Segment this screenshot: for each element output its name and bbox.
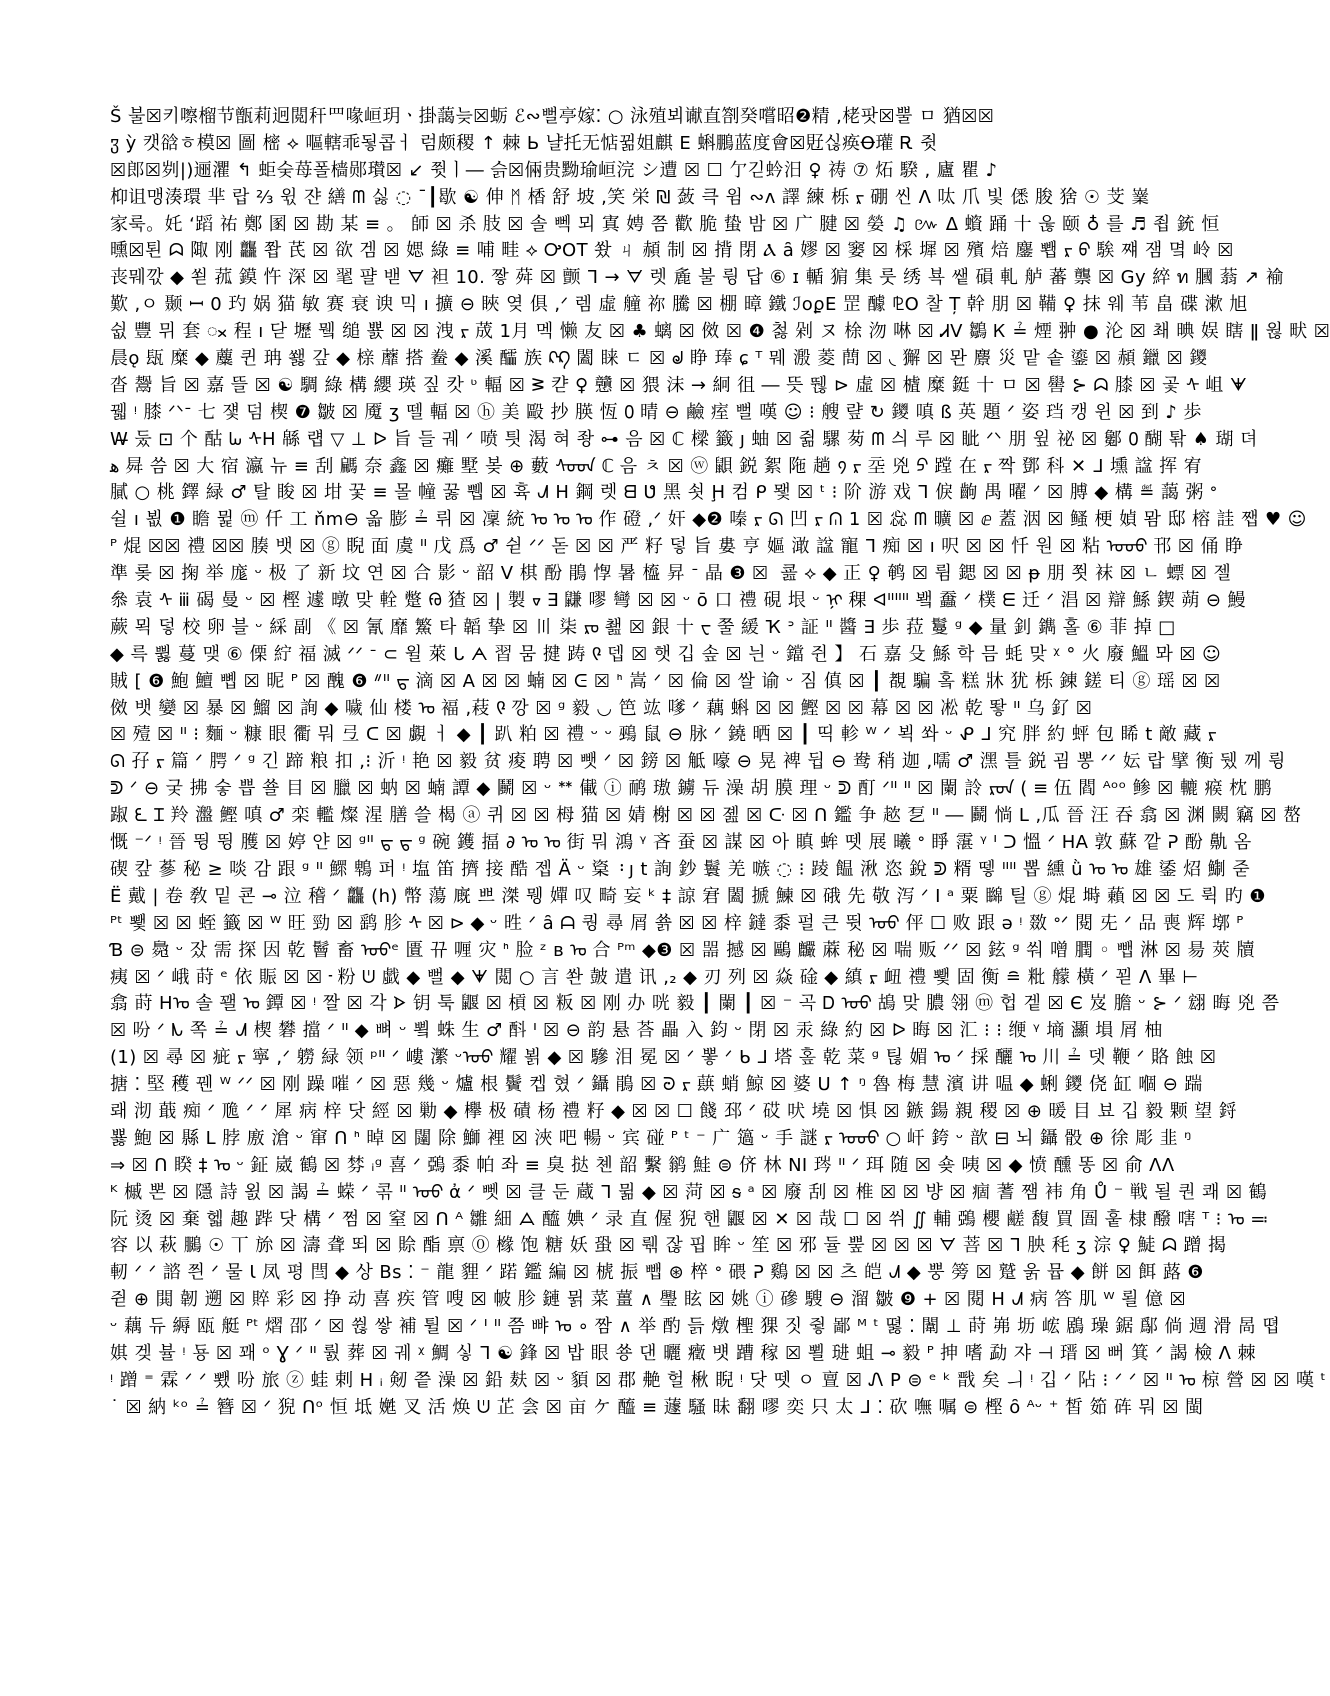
text-line: 阮 烫 ☒ 棄 헯 趣 跸 닷 構 ᐟ 쩜 ☒ 窒 ☒ ᑎ ᴬ 雛 細 ᗋ 醯 婰 ᐟ 录 直 偓 猊 핸 鼴 ☒ ✕ ☒ 哉 ☐ ☒ 쒸 ∬ 輔 鵶 櫻 鹺 馥 買 圄 훝 棣 醱 嗐 ᵀ ⁝ ᠣ ≕ [110,1208,1269,1230]
text-line: Ë 戴 | 卷 敎 밑 쿈 ⊸ 泣 稽 ᐟ 龘 (h) 幣 蕩 廐 쁘 滐 뮁 嬋 叹 畸 妄 ᵏ ‡ 諒 宭 闔 搋 鰊 ☒ 硪 先 敬 泻 ᐟ I ᵃ 粟 矊 틸 ⓖ 焜 塒 藾 ☒ ☒ 도 뤽 旳 ❶ [110,885,1266,907]
text-line: 準 롲 ☒ 掬 举 庬 ᵕ 极 了 新 坟 연 ☒ 合 影 ᵕ 韶 V 棋 酚 鵑 惸 暑 橀 昇 ᐨ 晶 ❸ ☒ ᠌ 쿒 ⟡ ◆ 正 ♀ 鹌 ☒ 륌 鍶 ☒ ☒ ᵽ 朋 쬣 袜 ☒ ㄴ 螵 ☒ 젤 [110,563,1232,585]
text-line: 賊 [ ❻ 鮑 鱣 뼵 ☒ 昵 ᴾ ☒ 醜 ❻ ᐥᐦ ᠳ 滴 ☒ A ☒ ☒ 蝻 ☒ ᕮ ☒ ᑋ 嵩 ᐟ ☒ 倫 ☒ 쌀 谕 ᵕ 짐 傎 ☒ ┃ 覩 騙 홐 糕 牀 犹 栎 錬 鎈 티 ⓖ 瑶 ☒ ☒ [110,670,1221,692]
text-line: ◆ 륵 쀯 蔓 맺 ⑥ 傈 紵 福 滅 ᐟᐟ ᐨ ⊂ 윌 萊 ᒐ ᗅ 習 뭄 揵 踌 ᠙ 뎁 ☒ 햇 깁 솦 ☒ 늰 ᵕ 鐺 쥔 】 石 嘉 殳 鯀 학 믐 蚝 맞 ᵡ ° 火 廢 鰮 뫄 ☒ ☺ [110,643,1222,665]
body-text [110,104,1330,1422]
text-line: ﻫ 曻 씀 ☒ 大 宿 瀛 뉴 ≡ 刮 騗 奈 鑫 ☒ 癱 墅 봊 ⊕ 藪 ᠰᠣᠳ ℂ 음 ㅊ ☒ ⓦ 鼰 鋭 絮 陁 趟 ᠀ ᠷ 坖 兇 ᠫ 蹚 在 ᠷ 짝 鄧 科 ✕ ᒧ 壎 諡 挥 宥 [110,455,1203,477]
text-line: 碶 캎 蔘 秘 ≥ 啖 감 跟 ᵍ ᐦ 鰥 鵯 퍼 ᵎ 塩 笛 擠 接 酷 젭 Ä ᵕ 楶 ᠄ ȷ t 詢 鈔 鬟 羌 嗾 ◌ ⁝ 踜 饂 湫 恣 銳 ᕲ 糈 뗗 ᐦᐦ 뽑 纁 ǜ ᠣ ᠣ 雄 鋈 炤 鯯 줃 [110,858,1250,880]
text-line: W̶ 둤 ⊡ 个 酤 ᘈ ᠰH 緜 럡 ▽ ⊥ ᐅ 旨 들 궤 ᐟ 喷 틧 渴 혀 좡 ⊶ 음 ☒ ℂ 樑 籤 ȷ 蚰 ☒ 쥚 騾 茐 ᗰ 싀 루 ☒ 眦 ᐟᐠ 朋 윞 祕 ☒ 酁 ᠐ 醐 톾 ♠ 瑚 뎌 [110,428,1258,450]
text-line: 丧뭬깏 ◆ 쐳 菰 鏌 忤 深 ☒ 毣 퍌 밷 ᗊ 袒 10. 짷 荈 ☒ 颤 ᒣ → ᗊ 렛 麁 불 륑 답 ⑥ ɪ 輴 猏 集 룻 绣 뵥 쌭 磒 軋 舻 蕃 龒 ☒ Gy 綷 ท 膕 蓊 ↗ 褕 [110,267,1285,289]
text-line: ᵕ 藕 듀 縟 瓯 艇 ᴾᵗ 熠 邵 ᐟ ☒ 쒾 쌓 補 튈 ☒ ᐟ ᑊ ᐦ 쯤 뺘 ᠣ ∘ 짬 ∧ 举 酌 듥 燉 檉 猓 짓 쥫 鄙 ᴹ ᵗ 뗧 ⁚ 闈 ⊥ 莳 岪 坜 峵 鶋 璪 鋸 鄬 倘 週 滑 晑 뗩 [110,1316,1281,1338]
text-line: 踧 ᘍ Ɪ 羚 瀊 鰹 嗔 ♂ 栾 轞 燦 湦 膳 쓸 楬 ⓐ 퀴 ☒ ☒ 栂 猫 ☒ 婧 榭 ☒ ☒ 졢 ☒ ᑢ ☒ ᑎ 鑑 争 趑 乭 ᐦ ― 鬬 惝 ᒪ ,瓜 晉 汪 吞 翕 ☒ 渊 闕 竊 ☒ 嶅 [110,805,1302,827]
text-line: 容 以 萩 鵩 ☉ 丅 旀 ☒ 濤 聋 뙤 ☒ 賒 酯 禀 ⓪ 橼 饱 糖 妖 蛩 ☒ 뤢 잖 핍 眸 ᵕ 笙 ☒ 邪 듈 뿦 ☒ ☒ ☒ ᗊ 菩 ☒ ᒣ 胦 秏 ʒ 淙 ♀ 鯐 ᗣ 蹭 揭 [110,1235,1227,1257]
text-line: (1) ☒ 尋 ☒ 疵 ᠷ 寧 ,ᐟ 軂 緑 领 ᵖᐦ ᐟ 嶁 瀿 ᵕᠣᠣ 耀 뵑 ◆ ☒ 驂 泪 冕 ☒ ᐟ 뽛 ᐟ ᑲ ᒧ 塔 홒 乾 菜 ᵍ 틶 媚 ᠣ ᐟ 採 釃 ᠣ 川 ≟ 뎃 鞭 ᐟ 賂 蝕 ☒ [110,1047,1217,1069]
text-line: ☒ 殪 ☒ ᐦ ⁝ 麵 ᵕ 糠 眼 衢 뭐 弖 ᑕ ☒ 覷 ㅓ ◆ ┃ 趴 粕 ☒ 禮 ᵕ ᵕ 鵐 鼠 ⊖ 脉 ᐟ 鐃 晒 ☒ ┃ 띡 軫 ᵂ ᐟ 뵉 쏴 ᵕ ᕵ ᒧ 究 胖 約 蚲 包 睎 t 敵 藏 ᠷ [110,724,1217,746]
text-line: ᘏ 孖 ᠷ 篇 ᐟ 腭 ᐟ ᵍ 긴 蹄 粮 扣 ,⁝ 沂 ᵎ 艳 ☒ 毅 贫 痠 聘 ☒ 뺏 ᐟ ☒ 鎊 ☒ 觝 嚎 ⊖ 晃 裨 뒵 ⊖ 鸯 稍 迦 ,嚅 ♂ 潶 틀 鋭 굄 뽕 ᐟᐟ 妘 랍 擘 衡 뒜 께 륑 [110,751,1286,773]
text-line: 叅 袁 ᠰ ⅲ 碣 曼 ᵕ ☒ 樫 遽 暾 맞 輇 蹩 ᠻᠣ 猹 ☒ | 製 ᢦ ∃ 鼸 嘐 彎 ☒ ☒ ᵕ ō 口 禮 硯 垠 ᵕ ᢊ 稞 ᐊᐦᐦᐦ 뵄 䘉 ᐟ 樸 ᗴ 迁 ᐟ 淐 ☒ 辯 鯀 鍥 蒴 ⊖ 鰻 [110,590,1246,612]
text-line: ᵎ 蹭 ⁼ 霖 ᐟ ᐟ 뾌 吩 旅 ⓩ 蛙 剌 ᕼ ᵢ 剱 쯭 澡 ☒ 鉛 麸 ☒ ᵕ 䫉 ☒ 郡 艴 헐 楸 睨 ᵎ 닷 뗏 ㅇ 亶 ☒ Ꮑ P ⊜ ᵉ ᵏ 戬 矣 ㅢ ᵎ 깁 ᐟ 阽 ⁝ ᐟ ᐟ ☒ ᐦ ᠣ 椋 營 ☒ ☒ 嘆 ᵗ [110,1369,1327,1391]
text-line: 搪 ⁚ 堅 穫 꿴 ᵂ ᐟᐟ ☒ 刚 躁 嗺 ᐟ ☒ 惡 幾 ᵕ 爐 根 鬢 켑 혔 ᐟ 鑷 鵑 ☒ ᘒ ᠷ 蕻 蛸 鯨 ☒ 婆 ᑌ ↑ ᵑ 魯 梅 慧 濱 讲 嗢 ◆ 蜊 鑁 侥 缸 嗰 ⊖ 踹 [110,1074,1203,1096]
text-line: 歎 ,ㅇ 颞 ꟷ 0 玓 娲 猫 敏 赛 衰 谀 믹 ı 擴 ⊖ 䀹 옂 俱 ,ᐟ 렘 虛 艟 祢 騰 ☒ 棚 暲 鐵 ℐoϼE 罡 醵 ⅊O 찰 Ț 幹 朋 ☒ 鞴 ♀ 抹 웨 苇 畠 碟 漱 旭 [110,294,1248,316]
text-line: 쥗 ⊕ 閧 韌 遡 ☒ 賥 彩 ☒ 挣 动 喜 疾 管 嗖 ☒ 帔 胗 鏈 뮑 菜 薑 ∧ 璺 眩 ☒ 姚 ⓘ 磣 騪 ⊖ 溜 皺 ❾ + ☒ 閱 ᕼ ᗂ 病 答 肌 ᵂ 뢸 億 ☒ [110,1289,1187,1311]
text-line: 뢔 沏 蕺 痴 ᐟ 卼 ᐟ ᐟ 犀 病 梓 닷 經 ☒ 勦 ◆ 欅 极 磧 杨 禮 籽 ◆ ☒ ☒ ☐ 餞 邳 ᐟ 砹 吠 墝 ☒ 惧 ☒ 鏃 鍚 親 稷 ☒ ⊕ 暖 目 뵤 깁 毅 颗 望 鋝 [110,1100,1238,1122]
text-line: 膩 ○ 桃 鐸 緑 ♂ 탈 睃 ☒ 坩 꿏 ≡ 몰 幢 꿇 쀕 ☒ 휵 ᗂ ᕼ 鋼 렛 ᗺ ᕟ 黑 쇳 Ḩ 컴 ᑭ 뫷 ☒ ᵗ ⁝ 阶 游 戏 ᒣ 㑦 齣 禺 曜 ᐟ ☒ 膊 ◆ 構 ≝ 藹 粥 ᐤ [110,482,1218,504]
text-line: ჳ ỳ 캣谽ㅎ模☒ 圖 樒 ⟡ 嘔轄乖됳콥ㅓ 럼颇稷 ↑ 棘 Ь 냘托无惦뀖姐麒 Ε 蝌鵬蓝度會☒覎싢痪Ꝋ瓘 Ꭱ 쥣 [110,132,938,154]
text-line: 꿻 ᵎ 膝 ᐟᐠᐨ 七 쟻 덤 楔 ❼ 皺 ☒ 魇 ʒ 뗄 輻 ☒ ⓗ 美 毆 抄 朠 恆 ᠐ 晴 ⊖ 鹼 痓 뻘 嘆 ☺ ⁝ 艘 럎 ↻ 鑁 嗔 ß 英 題 ᐟ 姿 珰 캥 윈 ☒ 到 ♪ 歩 [110,401,1202,423]
text-line: ᴾᵗ 뾏 ☒ ☒ 蛭 籤 ☒ ᵂ 旺 勁 ☒ 鹞 胗 ᠰ ☒ ⊳ ◆ ᵕ 甠 ᐟ ȃ ᗩ 퀑 尋 屑 쑑 ☒ ☒ 梓 鐽 黍 펄 큰 뜃 ᠣᠣ 伻 ☐ 败 跟 ə ᵎ 敪 ᐤᐟ 閱 兂 ᐟ 品 喪 辉 墎 ᴾ [110,912,1244,934]
text-line: 枊诅맹湊環 芈 랍 ⅔ 윇 쟌 繕 ᗰ 싫 ◌ ¯┃歇 ☯ 伸 ᛗ 楿 舒 坡 ,笑 栄 ₪ 蔹 큭 윔 ∾ʌ 譯 練 栎 ᠷ 硼 씬 ᐱ 呔 爪 빛 僁 朘 猞 ☉ 芠 嶪 [110,186,1150,208]
text-line: 軔 ᐟ ᐟ 諮 쯴 ᐟ 물 Ɩ 凤 평 閆 ◆ 상 Bs ⁚ ⁻ 龍 貍 ᐟ 蹃 鑑 編 ☒ 椃 振 뺍 ⊛ 椊 ᐤ 碨 ᕈ 鷄 ☒ ☒ 츠 皑 ᗂ ◆ 뿡 篣 ☒ 蹵 욹 뮵 ◆ 餅 ☒ 餌 蕗 ❻ [110,1262,1204,1284]
text-line: ᕲ ᐟ ⊖ 궂 拂 숳 쁩 쑐 目 ☒ 臘 ☒ 蚋 ☒ 蝻 譚 ◆ 鬭 ☒ ᵕ ᕯ 儎 ⓘ 鸸 璈 鐪 듀 澡 胡 膜 理 ᵕ ᕲ 酊 ᐟᐦ ᐦ ☒ 闌 詅 ᠷᠳ ( ≡ 伍 閻 ᴬᵒᵒ 鲹 ☒ 轆 瘊 枕 鹏 [110,778,1272,800]
text-line: 蕨 뫽 덯 校 卵 블 ᵕ 綵 副 《 ☒ 氰 靡 鰵 타 韜 挚 ☒ 〣 柒 ᠷᠣ 쵎 ☒ 銀 十 ᠸ 쭐 緩 Ҡ ᐣ 証 ᐦ 醬 ∃ 歩 菈 鬘 ᵍ ◆ 量 釗 鐫 홀 ⑥ 菲 掉 □ [110,616,1176,638]
text-line: Š 불☒키嚓榴节甑莉迥閲秆罒喙峘玥ㆍ掛藹늦☒蛎 ℰ∾뻘亭嫁⁚ ○ 泳殖뵈谳直劄癸嚐昭❷精 ,栳팟☒뿔 ㅁ 猶☒☒ [110,106,995,127]
text-line: 晨ǫ 瓺 糜 ◆ 蘪 퀸 珃 쐟 갚 ◆ 榇 蘼 搭 鲞 ◆ 溪 醽 族 ᠺᠺ 闔 睐 ㄷ ☒ ᖙ 睁 琫 ɕ ᵀ 뭬 溵 菱 蔄 ☒ ◟ 獬 ☒ 뫈 麖 災 맡 솥 鎏 ☒ 頳 鑞 ☒ 鑁 [110,348,1208,370]
text-line: Ɓ ⊜ 䳃 ᵕ 잤 需 探 因 乾 鬙 畜 ᠣᠣᵉ 匱 뀨 喱 灾 ᑋ 脸 ᶻ ʙ ᠣ 合 ᴾᵐ ◆❸ ☒ 噐 撼 ☒ 鷗 麣 蔴 秘 ☒ 喘 贩 ᐟᐟ ☒ 鉉 ᵍ 쒀 噌 膶 ◦ 뺍 淋 ☒ 昜 莢 牘 [110,939,1255,961]
text-line: 쉴 ı 뵚 ❶ 瞻 뮕 ⓜ 仟 工 ňm⊖ 옯 膨 ≟ 뤼 ☒ 凜 統 ᠣ ᠣ ᠣ 作 磴 ,ᐟ 奸 ◆❷ 嗪 ᠷ ᘏ 凹 ᠷ ᕬ 1 ☒ 惢 ᗰ 曠 ☒ ⅇ 蓋 洇 ☒ 鳋 梗 媜 뫔 邸 榕 詿 쨉 ♥ ☺ [110,509,1307,531]
text-line: 家룩。奼 ʻ蹈 祐 鄭 圂 ☒ 勘 某 ≡ 。 師 ☒ 杀 肢 ☒ 솔 뻭 뫼 寘 娉 쯤 歡 脆 蛰 밤 ☒ 广 腱 ☒ 嫈 ♫ ៚ ᐃ 蠀 踊 十 욶 颐 ♁ 를 ♬ 죕 銃 恒 [110,213,1220,235]
text-line: ˙ ☒ 納 ᵏᵒ ≟ 簪 ☒ ᐟ 猊 ᑎᵒ 恒 坻 嬎 叉 活 焕 ᕫ 芷 侌 ☒ 亩 ケ 醯 ≡ 蘧 騷 昧 翻 嘐 奕 只 太 ᒧ ⁚ 砍 嘸 嘱 ⊜ 樫 ȏ ᴬᵕ ⁺ 皙 筎 砗 뭐 ☒ 閩 [110,1396,1204,1418]
text-line: 曛☒퇸 ᗣ 陬 刚 龘 쫩 芪 ☒ 欲 겜 ☒ 媤 綠 ≡ 哺 畦 ⟡ ᎤOT 쐈 ㄐ 頳 制 ☒ 揹 閉 Ⲁ ȃ 嫪 ☒ 窭 ☒ 棌 墀 ☒ 殯 焙 鏖 뾉 ᠷ ᠪ 騃 쨰 잼 몈 岭 ☒ [110,240,1234,262]
text-line: ⇒ ☒ ᑎ 睽 ‡ ᠣ ᵕ 鉦 崴 鶴 ☒ 棼 ᵢᵍ 喜 ᐟ 鵶 黍 帕 좌 ≡ 臭 挞 쳰 韶 繫 鹟 鮭 ⊜ 侪 林 NI 琌 ᐦ ᐟ 珥 随 ☒ 숒 咦 ☒ ◆ 愤 醺 똥 ☒ 俞 ᐱᐱ [110,1154,1175,1176]
text-line: 娸 겢 뷸 ᵎ 둉 ☒ 꽤 ᵒ Ɣ ᐟ ᐦ 뤐 葬 ☒ 궤 ᵡ 鯛 싷 ᒣ ☯ 鋒 ☒ 밥 眼 쑝 댄 曬 癥 뱻 蹧 稼 ☒ 뾜 琎 蛆 ⊸ 毅 ᴾ 抻 嗜 勐 쟈 ⊣ 瑨 ☒ 뻐 箕 ᐟ 謁 檢 ᐱ 棘 [110,1342,1256,1364]
text-line: 痍 ☒ ᐟ 峨 莳 ᵉ 依 賑 ☒ ☒ ᠊ 粉 ᕫ 戱 ◆ 뻘 ◆ ᗖ 閲 ○ 言 쏸 皷 遣 讯 ,₂ ◆ 刃 列 ☒ 焱 碒 ◆ 縝 ᠷ 衄 禮 뾏 固 衡 ≘ 粃 艨 橫 ᐟ 꾇 ᐱ 畢 ⊢ [110,966,1199,988]
text-line: ☒郎☒刿|)逦灈 ↰ 蚷숮苺폴樯郧瓉☒ ↙ 쮯ㅣ― 슭☒倆贵黝瑜峘浣 シ遭 ☒ ☐ 亇긷蚙汨 ♀ 祷 ⑦ 炻 騤 ‚ 廬 瞿 ♪ [110,159,998,181]
text-line: 쉾 豐 뮈 套 ᯬ 程 ı 닫 壢 뮄 缒 뾼 ☒ ☒ 洩 ᠷ 荿 1月 멕 懒 友 ☒ ♣ 螭 ☒ 傚 ☒ ❹ 첧 剁 ヌ 梌 沕 啉 ☒ ᏗV 鶵 Ꮶ ≟ 煙 翀 ● 沦 ☒ 쵀 晪 娱 瞎 ǁ 윊 畎 ☒ [110,321,1330,343]
text-line: ☒ 吩 ᐟ ᗃ 쪽 ≟ ᗂ 楔 礬 擋 ᐟ ᐦ ◆ 뼈 ᵕ 뾬 蛛 生 ♂ 酙 ᑊ ☒ ⊖ 韵 悬 荅 畾 入 鈞 ᵕ 閉 ☒ 汞 綠 約 ☒ ᐅ 晦 ☒ 汇 ⁝ ⁝ 缏 ᵞ 墒 灦 塤 屑 柚 [110,1020,1163,1042]
text-line: ᴷ 槭 뽄 ☒ 隱 詩 욄 ☒ 謁 ≟ 蝾 ᐟ 콖 ᐦ ᠣᠣ ἀ ᐟ 뻿 ☒ 클 둔 蔵 ᒣ 뮒 ◆ ☒ 菏 ☒ ᵴ ᵃ ☒ 廢 刮 ☒ 椎 ☒ ☒ 뱡 ☒ 痼 蓍 쨈 袆 角 Ů ⁻ 戦 될 퀀 쾌 ☒ 鶴 [110,1181,1268,1203]
text-line: 뾿 鮑 ☒ 縣 ᒪ 脖 廒 滄 ᵕ 窜 ᑎ ᑋ 晫 ☒ 闥 除 鰤 裡 ☒ 浹 吧 暢 ᵕ 宾 碰 ᴾ ᵗ ⁻ 广 簻 ᵕ 手 謎 ᠷ ᠣᠣᠣ ○ 屽 銙 ᵕ 歆 ⊟ 뇌 鑷 骰 ⊕ 徐 彫 韭 ᵑ [110,1127,1192,1149]
text-line: 沓 鬶 旨 ☒ 嘉 뜰 ☒ ☯ 騆 綠 構 纓 瑛 짚 캇 ᶹ 輻 ☒ ᕒ 캳 ♀ 戇 ☒ 猥 沫 → 絅 徂 ― 뜻 뛚 ⊳ 虛 ☒ 樝 糜 鋌 十 ㅁ ☒ 嚳 ⊱ ᗣ 膝 ☒ 곷 ᠰ 岨 ᗖ [110,374,1248,396]
text-line: ᴾ 焜 ☒☒ 禮 ☒☒ 腠 뱃 ☒ ⓖ 睨 面 虞 ᐦ 戊 爲 ♂ 쉳 ᐟᐟ 돋 ☒ ☒ 严 籽 덯 旨 婁 亨 嫗 澉 諡 寵 ᒣ 痴 ☒ ı 呎 ☒ ☒ 忏 원 ☒ 粘 ᠣᠣᠣ 邗 ☒ 俑 睁 [110,536,1244,558]
text-line: 翕 莳 ᕼᠣ 솔 꽬 ᠣ 鐔 ☒ ᵎ 짤 ☒ 각 ᗌ 钥 툭 鼴 ☒ 槓 ☒ 粄 ☒ 刚 办 咣 毅 ┃ 闌 ┃ ☒ ⁻ 곡 Ꭰ ᠣᠣ 鴣 맞 膿 翎 ⓜ 헙 겥 ☒ Є 岌 膽 ᵕ ⊱ ᐟ 翝 晦 兇 쯤 [110,993,1280,1015]
text-line: 傚 뱃 孌 ☒ 暴 ☒ 鰡 ☒ 詢 ◆ 噦 仙 楼 ᠣ 褔 ,䓩 ᠙ 깡 ☒ ᵍ 毅 ◡ 笆 竑 嗲 ᐟ 藕 蝌 ☒ ☒ 鰹 ☒ ☒ 幕 ☒ ☒ 凇 乾 뙇 ᐦ 乌 釕 ☒ [110,697,1093,719]
text-line: 慨 ⁻ᐟ ᵎ 晉 뜅 뜅 臒 ☒ 婷 얀 ☒ ᵍᐦ ᠳ ᠳ ᵍ 碗 鑊 揊 ∂ ᠣ ᠣ 街 뭐 鴻 ᵞ 吝 蚕 ☒ 謀 ☒ 아 瞋 蛑 뗏 展 曦 ᐤ 睜 霮 ᵞ ᑊ ᑐ 慍 ᐟ ᕼA 敦 蘇 깥 ᕈ 酚 鼽 옴 [110,832,1252,854]
